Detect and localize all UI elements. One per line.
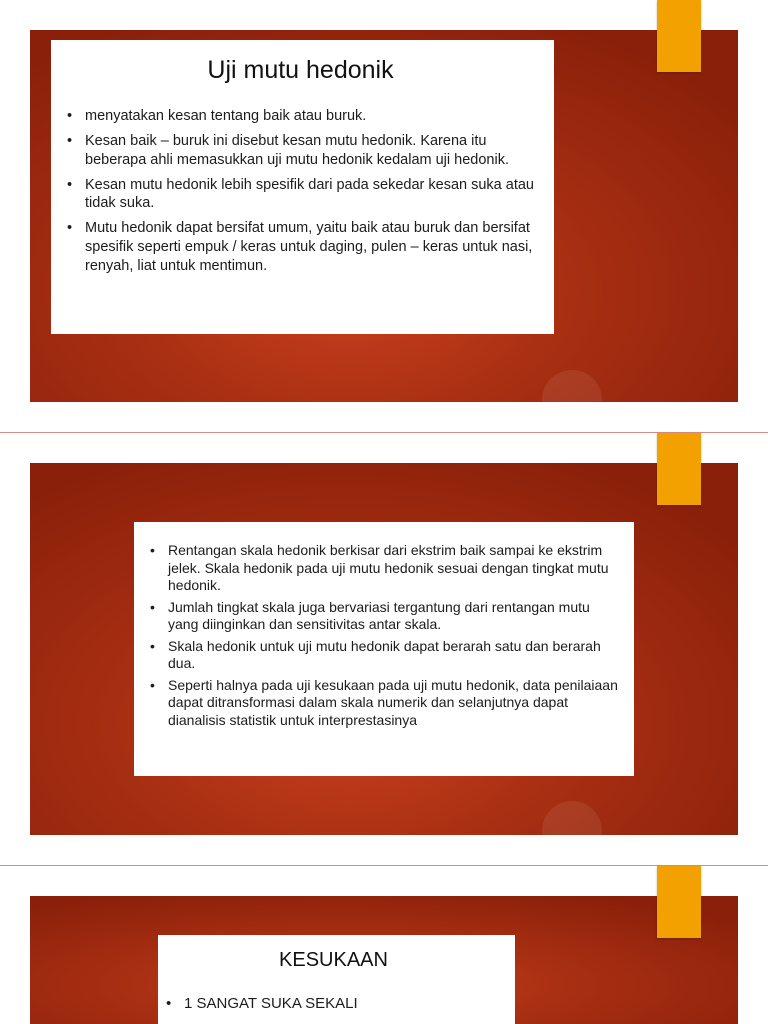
slide-1-title: Uji mutu hedonik xyxy=(207,56,394,84)
slide-2 xyxy=(30,463,738,835)
bokeh-decoration xyxy=(542,801,602,835)
slide-1-content-card xyxy=(51,40,554,334)
bullet-item: • Mutu hedonik dapat bersifat umum, yaitu baik atau buruk dan bersifat spesifik seperti empuk / keras untuk daging, pulen – keras untuk nasi, renyah, liat untuk mentimun. xyxy=(63,219,538,276)
page-divider xyxy=(0,432,768,433)
bokeh-decoration xyxy=(542,370,602,402)
bullet-item: • Rentangan skala hedonik berkisar dari ekstrim baik sampai ke ekstrim jelek. Skala hedonik pada uji mutu hedonik sesuai dengan tingkat mutu hedonik. xyxy=(146,542,620,595)
slide-2-tab xyxy=(657,433,701,505)
bullet-item: • Kesan mutu hedonik lebih spesifik dari pada sekedar kesan suka atau tidak suka. xyxy=(63,176,538,214)
bullet-item: • menyatakan kesan tentang baik atau buruk. xyxy=(63,107,538,126)
slide-1-tab xyxy=(657,0,701,72)
bullet-item: • Seperti halnya pada uji kesukaan pada uji mutu hedonik, data penilaiaan dapat ditransformasi dalam skala numerik dan selanjutnya dapat dianalisis statistik untuk interprestasinya xyxy=(146,677,620,730)
slide-2-bullet-list xyxy=(146,542,620,729)
bullet-item: • Kesan baik – buruk ini disebut kesan mutu hedonik. Karena itu beberapa ahli memasukkan uji mutu hedonik kedalam uji hedonik. xyxy=(63,132,538,170)
slide-3-tab xyxy=(657,866,701,938)
slide-3-content-card xyxy=(158,935,515,1024)
slide-3 xyxy=(30,896,738,1024)
bullet-item: • 1 SANGAT SUKA SEKALI xyxy=(162,994,505,1014)
bullet-item: • Skala hedonik untuk uji mutu hedonik dapat berarah satu dan berarah dua. xyxy=(146,638,620,673)
slide-1 xyxy=(30,30,738,402)
slide-3-bullet-list xyxy=(162,994,505,1014)
bullet-item: • Jumlah tingkat skala juga bervariasi tergantung dari rentangan mutu yang diinginkan dan sensitivitas antar skala. xyxy=(146,599,620,634)
slide-3-title: KESUKAAN xyxy=(279,949,388,971)
slide-1-bullet-list xyxy=(63,107,538,276)
slide-2-content-card xyxy=(134,522,634,776)
page-divider xyxy=(0,865,768,866)
